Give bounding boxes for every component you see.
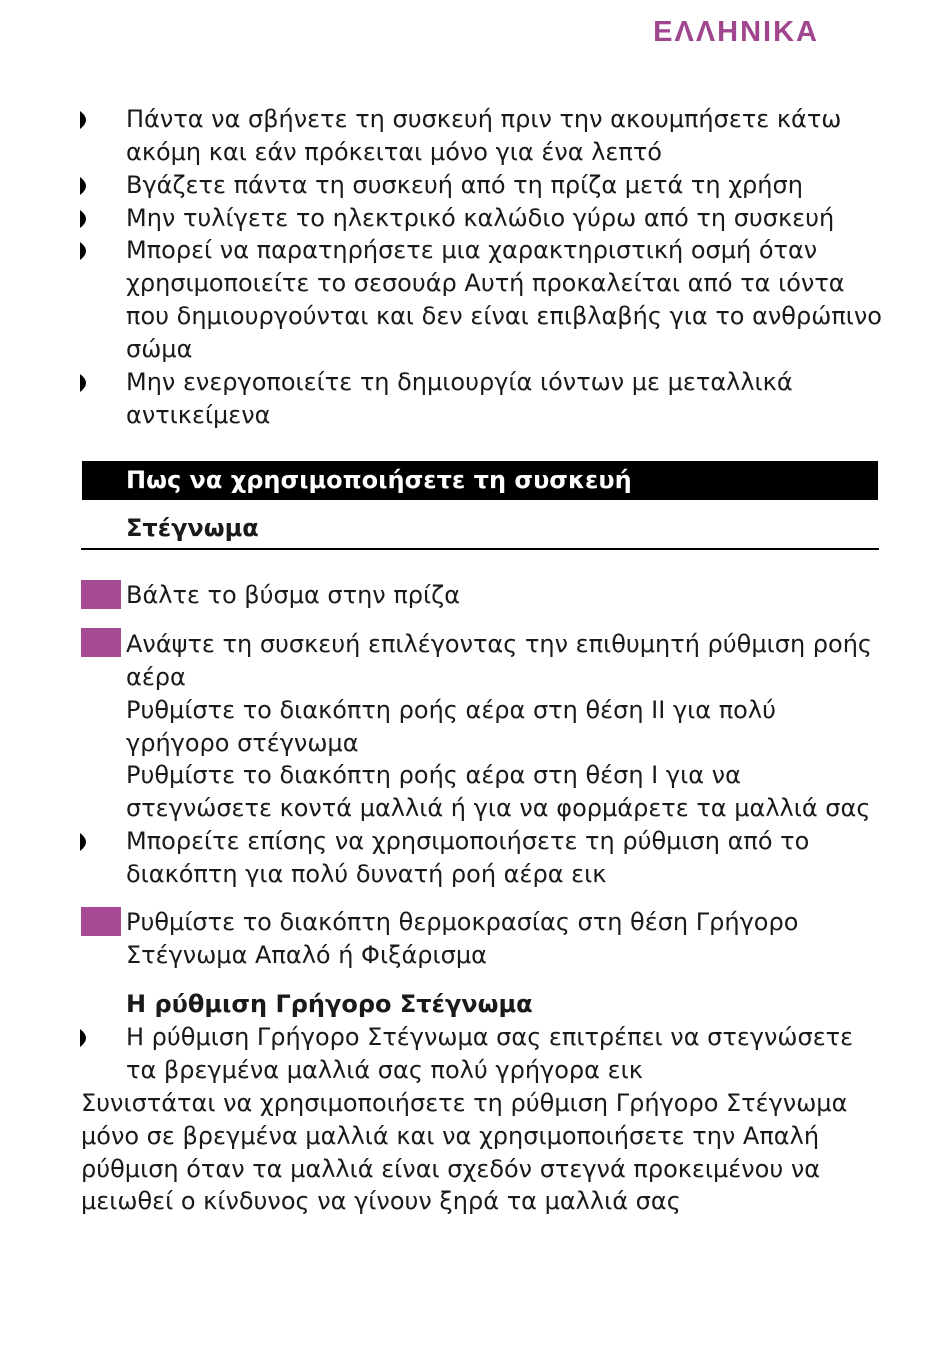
step-2-text: Ρυθμίστε το διακόπτη ροής αέρα στη θέση I για να	[126, 761, 741, 789]
fast-dry-bullet: Η ρύθμιση Γρήγορο Στέγνωμα σας επιτρέπει να στεγνώσετε	[126, 1023, 854, 1051]
bullet-marker-icon	[80, 177, 92, 195]
fast-dry-paragraph: μόνο σε βρεγμένα μαλλιά και να χρησιμοποιήσετε την Απαλή	[81, 1122, 820, 1150]
step-3-text: Ρυθμίστε το διακόπτη θερμοκρασίας στη θέση Γρήγορο	[126, 908, 799, 936]
warning-line: Βγάζετε πάντα τη συσκευή από τη πρίζα μετά τη χρήση	[126, 171, 803, 199]
step-2-text: στεγνώσετε κοντά μαλλιά ή για να φορμάρετε τα μαλλιά σας	[126, 794, 871, 822]
step-1-text: Βάλτε το βύσμα στην πρίζα	[126, 581, 461, 609]
warning-line: Μην ενεργοποιείτε τη δημιουργία ιόντων με μεταλλικά	[126, 368, 793, 396]
language-header: ΕΛΛΗΝΙΚΑ	[653, 16, 819, 48]
warning-line: αντικείμενα	[126, 401, 271, 429]
subsection-divider	[81, 548, 879, 550]
bullet-marker-icon	[80, 374, 92, 392]
warning-line: Μην τυλίγετε το ηλεκτρικό καλώδιο γύρω από τη συσκευή	[126, 204, 835, 232]
step-2-tip: Μπορείτε επίσης να χρησιμοποιήσετε τη ρύθμιση από το	[126, 827, 810, 855]
step-3-text: Στέγνωμα Απαλό ή Φιξάρισμα	[126, 941, 487, 969]
bullet-marker-icon	[80, 1029, 92, 1047]
warning-line: Μπορεί να παρατηρήσετε μια χαρακτηριστική οσμή όταν	[126, 236, 818, 264]
step-2-text: αέρα	[126, 663, 186, 691]
bullet-marker-icon	[80, 210, 92, 228]
warning-line: Πάντα να σβήνετε τη συσκευή πριν την ακουμπήσετε κάτω	[126, 105, 842, 133]
section-title: Πως να χρησιμοποιήσετε τη συσκευή	[126, 466, 632, 494]
subsection-title: Στέγνωμα	[126, 514, 259, 542]
step-marker-icon	[81, 907, 121, 936]
warning-line: σώμα	[126, 335, 193, 363]
step-2-tip: διακόπτη για πολύ δυνατή ροή αέρα εικ	[126, 860, 607, 888]
step-marker-icon	[81, 628, 121, 657]
step-2-text: Ρυθμίστε το διακόπτη ροής αέρα στη θέση II για πολύ	[126, 696, 776, 724]
bullet-marker-icon	[80, 111, 92, 129]
warning-line: ακόμη και εάν πρόκειται μόνο για ένα λεπτό	[126, 138, 662, 166]
warning-line: που δημιουργούνται και δεν είναι επιβλαβής για το ανθρώπινο	[126, 302, 882, 330]
bullet-marker-icon	[80, 242, 92, 260]
fast-dry-paragraph: Συνιστάται να χρησιμοποιήσετε τη ρύθμιση Γρήγορο Στέγνωμα	[81, 1089, 848, 1117]
fast-dry-heading: Η ρύθμιση Γρήγορο Στέγνωμα	[126, 990, 533, 1018]
fast-dry-paragraph: ρύθμιση όταν τα μαλλιά είναι σχεδόν στεγνά προκειμένου να	[81, 1155, 821, 1183]
bullet-marker-icon	[80, 833, 92, 851]
step-marker-icon	[81, 580, 121, 609]
step-2-text: γρήγορο στέγνωμα	[126, 729, 359, 757]
fast-dry-paragraph: μειωθεί ο κίνδυνος να γίνουν ξηρά τα μαλλιά σας	[81, 1187, 681, 1215]
fast-dry-bullet: τα βρεγμένα μαλλιά σας πολύ γρήγορα εικ	[126, 1056, 643, 1084]
step-2-text: Ανάψτε τη συσκευή επιλέγοντας την επιθυμητή ρύθμιση ροής	[126, 630, 873, 658]
warning-line: χρησιμοποιείτε το σεσουάρ Αυτή προκαλείται από τα ιόντα	[126, 269, 845, 297]
